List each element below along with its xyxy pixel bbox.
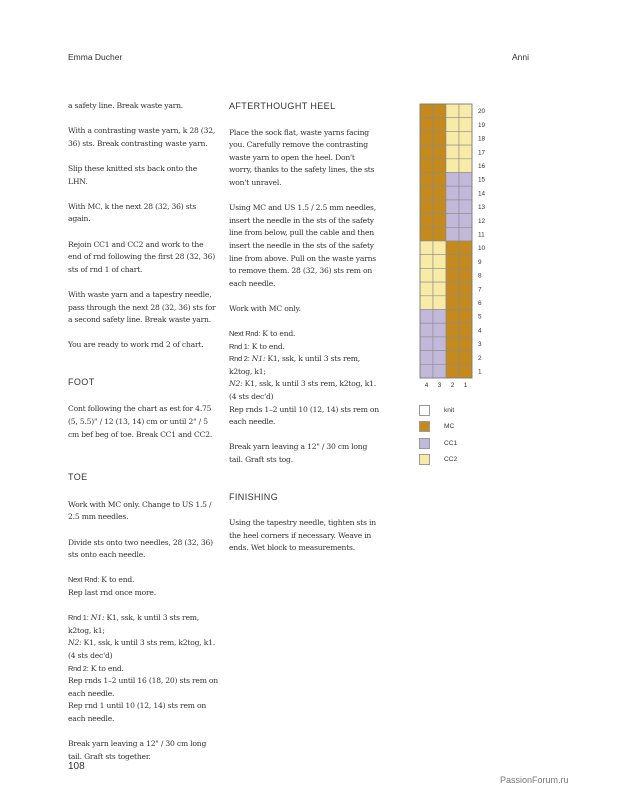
chart-cell	[459, 310, 472, 324]
chart-cell	[446, 173, 459, 187]
round-text: K to end.	[260, 329, 296, 339]
chart-row-label: 2	[478, 354, 482, 362]
heel-paragraph: Using MC and US 1.5 / 2.5 mm needles, insert the needle in the sts of the safety line from below, pull the cable and then insert the needle in the sts of the safety line from above. Pull on the waste yarns to remove them. 28 (32, 36) sts rem on each needle.	[229, 203, 376, 288]
round-label: Rnd 1:	[229, 341, 250, 351]
chart-cell	[459, 214, 472, 228]
chart-cell	[433, 227, 446, 241]
chart-col-label: 1	[463, 382, 468, 389]
chart-cell	[420, 364, 433, 378]
toe-paragraph: Divide sts onto two needles, 28 (32, 36) sts onto each needle.	[68, 537, 213, 560]
chart-cell	[446, 323, 459, 337]
chart-cell	[459, 255, 472, 269]
heel-rep: Rep rnds 1–2 until 10 (12, 14) sts rem on each needle.	[229, 404, 379, 427]
chart-cell	[433, 131, 446, 145]
chart-cell	[433, 364, 446, 378]
chart-cell	[420, 255, 433, 269]
intro-paragraph: Slip these knitted sts back onto the LHN.	[68, 163, 198, 186]
chart-cell	[433, 200, 446, 214]
chart-cell	[459, 227, 472, 241]
toe-rep-b: Rep rnd 1 until 10 (12, 14) sts rem on each needle.	[68, 701, 207, 723]
intro-paragraph: a safety line. Break waste yarn.	[68, 101, 183, 110]
chart-row-label: 8	[478, 272, 482, 280]
chart-cell	[420, 268, 433, 282]
foot-paragraph: Cont following the chart as est for 4.75 (5, 5.5)" / 12 (13, 14) cm or until 2" / 5 cm bef beg of toe. Break CC1 and CC2.	[68, 404, 213, 439]
author-name: Emma Ducher	[68, 52, 123, 62]
section-title-finishing: FINISHING	[229, 491, 279, 502]
needle-label: N2:	[68, 638, 82, 648]
chart-cell	[459, 104, 472, 118]
round-label: Next Rnd:	[68, 575, 100, 585]
chart-cell	[459, 282, 472, 296]
chart-cell	[433, 282, 446, 296]
round-text: K1, ssk, k until 3 sts rem, k2tog, k1. (4 sts dec'd)	[229, 379, 376, 402]
legend-label: CC2	[444, 456, 458, 463]
chart-row-label: 20	[478, 108, 486, 116]
section-title-toe: TOE	[68, 472, 88, 483]
chart-cell	[446, 364, 459, 378]
chart-cell	[459, 173, 472, 187]
chart-cell	[446, 131, 459, 145]
needle-label: N2:	[229, 379, 243, 389]
chart-cell	[446, 200, 459, 214]
chart-cell	[433, 214, 446, 228]
chart-cell	[459, 296, 472, 310]
heel-paragraph: Place the sock flat, waste yarns facing you. Carefully remove the contrasting waste yarn to open the heel. Don't worry, thanks to the safety lines, the sts won't unravel.	[229, 127, 375, 187]
chart-cell	[433, 145, 446, 159]
chart-cell	[433, 118, 446, 132]
chart-cell	[459, 268, 472, 282]
chart-cell	[433, 351, 446, 365]
legend-label: CC1	[444, 439, 458, 447]
chart-cell	[433, 323, 446, 337]
chart-row-label: 6	[478, 299, 482, 307]
chart-cell	[446, 351, 459, 365]
chart-row-label: 9	[478, 258, 482, 266]
chart-cell	[420, 282, 433, 296]
intro-paragraph: With a contrasting waste yarn, k 28 (32, 36) sts. Break contrasting waste yarn.	[68, 126, 216, 148]
chart-row-label: 14	[478, 190, 486, 198]
chart-cell	[459, 200, 472, 214]
chart-row-label: 4	[478, 327, 482, 335]
toe-rep-a: Rep rnds 1–2 until 16 (18, 20) sts rem on each needle.	[68, 676, 218, 698]
chart-row-label: 11	[478, 231, 485, 239]
chart-cell	[420, 310, 433, 324]
chart-cell	[433, 104, 446, 118]
legend-swatch-mc	[419, 421, 430, 432]
legend-label: MC	[444, 423, 455, 430]
chart-cell	[420, 145, 433, 159]
legend-item-cc1	[419, 437, 457, 449]
watermark: PassionForum.ru	[500, 775, 569, 785]
chart-cell	[420, 118, 433, 132]
chart-cell	[446, 310, 459, 324]
chart-row-label: 7	[478, 286, 482, 294]
chart-row-label: 5	[478, 313, 482, 321]
chart-row-label: 10	[478, 245, 486, 253]
round-text: K to end.	[249, 341, 285, 351]
chart-cell	[459, 131, 472, 145]
chart-row-label: 18	[478, 135, 486, 143]
intro-paragraph: You are ready to work rnd 2 of chart.	[68, 340, 204, 350]
section-title-foot: FOOT	[68, 376, 95, 387]
chart-cell	[420, 104, 433, 118]
chart-cell	[446, 282, 459, 296]
chart-cell	[420, 131, 433, 145]
chart-cell	[459, 351, 472, 365]
pattern-name: Anni	[512, 52, 530, 62]
needle-label: N1:	[251, 354, 266, 364]
page-number: 108	[68, 761, 85, 772]
chart-cell	[459, 159, 472, 173]
chart-cell	[459, 323, 472, 337]
legend-item-cc2	[419, 454, 457, 466]
chart-cell	[446, 241, 459, 255]
round-label: Rnd 1:	[68, 613, 89, 623]
chart-cell	[459, 364, 472, 378]
chart-cell	[459, 186, 472, 200]
round-text: K to end.	[88, 663, 124, 673]
chart-cell	[420, 323, 433, 337]
chart-cell	[433, 255, 446, 269]
chart-cell	[420, 173, 433, 187]
heel-break: Break yarn leaving a 12" / 30 cm long tail. Graft sts tog.	[229, 442, 368, 465]
chart-row-label: 19	[478, 121, 486, 129]
needle-label: N1:	[90, 613, 105, 623]
chart-col-label: 2	[450, 382, 455, 389]
chart-cell	[420, 296, 433, 310]
legend-label: knit	[444, 406, 455, 414]
chart-cell	[420, 227, 433, 241]
toe-break: Break yarn leaving a 12" / 30 cm long tail. Graft sts together.	[68, 739, 207, 761]
chart-col-label: 3	[437, 382, 442, 389]
chart-cell	[433, 296, 446, 310]
round-label: Rnd 2:	[229, 354, 250, 364]
chart-row-label: 1	[478, 368, 482, 376]
legend-item-knit	[419, 404, 457, 416]
chart-row-label: 15	[478, 176, 486, 184]
chart-col-label: 4	[424, 382, 429, 389]
round-text: K1, ssk, k until 3 sts rem, k2tog, k1. (4 sts dec'd)	[68, 638, 215, 660]
chart-cell	[420, 214, 433, 228]
intro-paragraph: With waste yarn and a tapestry needle, pass through the next 28 (32, 36) sts for a second safety line. Break waste yarn.	[68, 289, 216, 325]
round-text: K1, ssk, k until 3 sts rem, k2tog, k1;	[229, 354, 360, 376]
chart-cell	[433, 159, 446, 173]
legend-item-mc	[419, 421, 457, 433]
chart-cell	[420, 337, 433, 351]
finishing-paragraph: Using the tapestry needle, tighten sts in the heel corners if necessary. Weave in ends. Wet block to measurements.	[229, 518, 376, 553]
toe-rep-last: Rep last rnd once more.	[68, 588, 156, 597]
chart-cell	[420, 159, 433, 173]
chart-row-label: 13	[478, 204, 486, 212]
chart-cell	[446, 227, 459, 241]
chart-cell	[420, 241, 433, 255]
chart-row-label: 12	[478, 217, 486, 225]
chart-row-label: 17	[478, 149, 486, 157]
chart-row-label: 3	[478, 341, 482, 349]
chart-cell	[420, 186, 433, 200]
intro-paragraph: Rejoin CC1 and CC2 and work to the end of rnd following the first 28 (32, 36) sts of rnd 1 of chart.	[68, 239, 215, 274]
chart-cell	[459, 145, 472, 159]
chart-row-label: 16	[478, 162, 486, 170]
chart-cell	[459, 118, 472, 132]
chart-cell	[433, 337, 446, 351]
chart-cell	[446, 159, 459, 173]
chart-cell	[446, 186, 459, 200]
round-label: Rnd 2:	[68, 663, 89, 673]
chart-cell	[459, 241, 472, 255]
chart-cell	[446, 268, 459, 282]
chart-cell	[420, 200, 433, 214]
chart-cell	[433, 173, 446, 187]
section-title-heel: AFTERTHOUGHT HEEL	[229, 101, 336, 111]
chart-cell	[446, 337, 459, 351]
chart-cell	[446, 214, 459, 228]
heel-paragraph: Work with MC only.	[229, 303, 301, 313]
chart-cell	[446, 255, 459, 269]
chart-legend	[419, 404, 457, 470]
round-label: Next Rnd:	[229, 329, 261, 339]
chart-cell	[446, 296, 459, 310]
chart-cell	[446, 118, 459, 132]
chart-cell	[433, 268, 446, 282]
chart-cell	[446, 145, 459, 159]
chart-cell	[433, 241, 446, 255]
legend-swatch-cc1	[419, 438, 430, 449]
intro-paragraph: With MC, k the next 28 (32, 36) sts again.	[68, 201, 197, 224]
round-text: K1, ssk, k until 3 sts rem, k2tog, k1;	[68, 613, 199, 635]
round-text: K to end.	[99, 575, 135, 585]
legend-swatch-cc2	[419, 454, 430, 465]
chart-cell	[420, 351, 433, 365]
chart-cell	[433, 310, 446, 324]
legend-swatch-knit	[419, 405, 430, 416]
chart-cell	[446, 104, 459, 118]
chart-cell	[459, 337, 472, 351]
toe-paragraph: Work with MC only. Change to US 1.5 / 2.5 mm needles.	[68, 499, 212, 522]
chart-cell	[433, 186, 446, 200]
